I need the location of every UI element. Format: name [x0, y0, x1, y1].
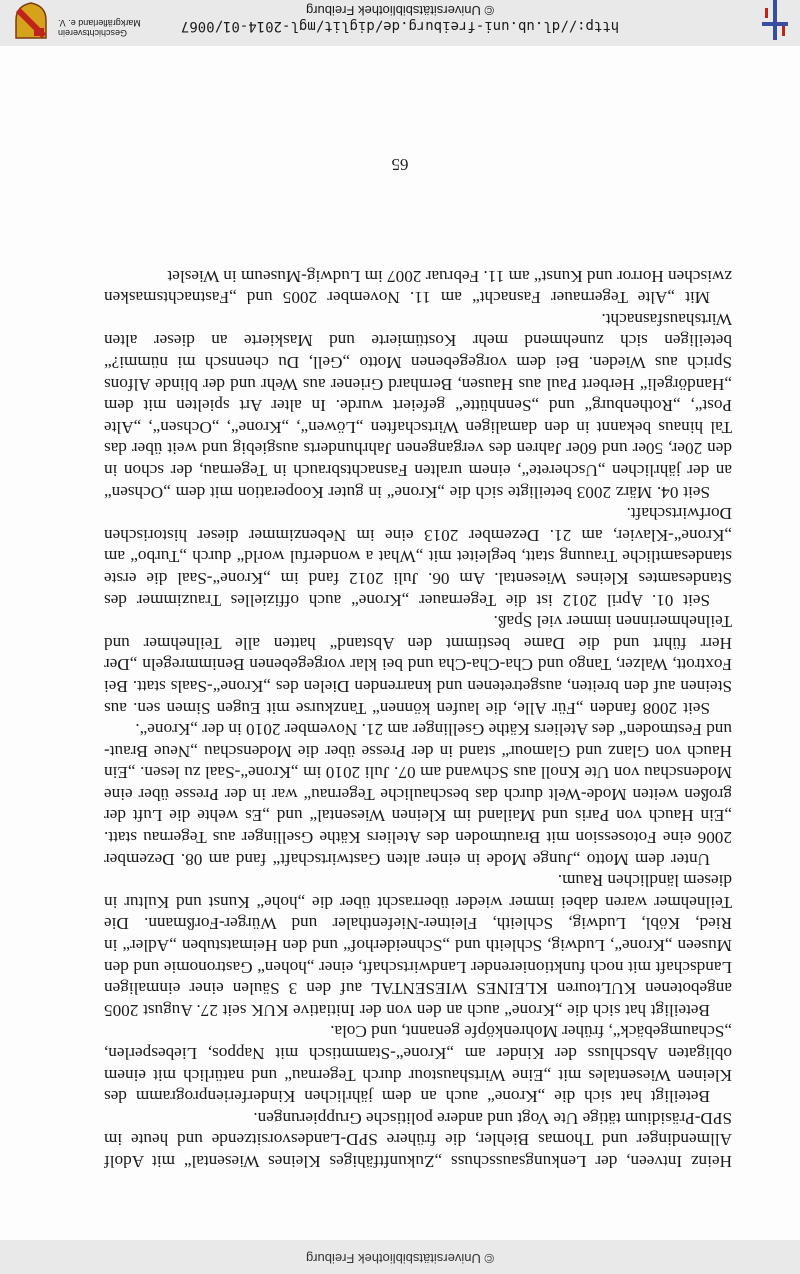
main-text [104, 265, 732, 1172]
paragraph-1: Heinz Intveen, der Lenkungsausschuss „Zukunftfähiges Kleines Wiesental“ mit Adolf Allmendinger und Thomas Biehler, die frühere SPD-Landesvorsitzende und heute im SPD-Präsidium tätige Ute Vogt und andere politische Gruppierungen. [104, 1108, 732, 1171]
university-library-logo-icon [762, 0, 788, 40]
paragraph-2: Beteiligt hat sich die „Krone“ auch an dem jährlichen Kinderferienprogramm des Kleinen Wiesentales mit „Eine Wirtshaustour durch Tegernau“ und natürlich mit einem obligaten Abschluss der Kinder am „Krone“-Stammtisch mit Nappos, Liebesperlen, „Schaumgebäck“, früher Mohrenköpfe genannt, und Cola. [104, 1022, 732, 1107]
society-label-line-2: Markgräflerland e. V. [58, 18, 141, 28]
society-label-line-1: Geschichtsverein [58, 28, 128, 38]
page-url[interactable]: http://dl.ub.uni-freiburg.de/diglit/mgl-2014-01/0067 [180, 18, 620, 34]
paragraph-3: Beteiligt hat sich die „Krone“ auch an den von der Initiative KUK seit 27. August 2005 angebotenen KULtouren KLEINES WIESENTAL auf den 3 Säulen einer einmaligen Landschaft mit noch funktionierender Landwirtschaft, einer „hohen“ Gastronomie und den Museen „Krone“, Ludwig, Schleith und „Schneiderhof“ und den Heimatstuben „Adler“ in Ried, Köbl, Ludwig, Schleith, Fleitner-Niefenthaler und Würger-Forßmann. Die Teilnehmer waren dabei immer wieder überrascht über die „hohe“ Kunst und Kultur in diesem ländlichen Raum. [104, 871, 732, 1020]
society-label [58, 18, 168, 38]
page-number: 65 [391, 155, 409, 174]
paragraph-6: Seit 01. April 2012 ist die Tegernauer „Krone“ auch offizielles Trauzimmer des Standesamtes Kleines Wiesental. Am 06. Juli 2012 fand im „Krone“-Saal die erste standesamtliche Trauung statt, begleitet mit „What a wonderful world“ durch „Turbo“ am „Krone“-Klavier, am 21. Dezember 2013 eine im Nebenzimmer dieser historischen Dorfwirtschaft. [104, 504, 732, 610]
paragraph-4: Unter dem Motto „Junge Mode in einer alten Gastwirtschaft“ fand am 08. Dezember 2006 eine Fotosession mit Brautmoden des Ateliers Käthe Gsellinger aus Tegernau statt. „Ein Hauch von Paris und Mailand im Kleinen Wiesental“ und „Es wehte die Luft der großen weiten Mode-Welt durch das beschauliche Tegernau“ war in der Presse über eine Modenschau von Ute Knoll aus Schwand am 07. Juli 2010 im „Krone“-Saal zu lesen. „Ein Hauch von Glanz und Glamour“ stand in der Presse über die Modenschau „Neue Braut- und Festmoden“ des Ateliers Käthe Gsellinger am 21. November 2010 in der „Krone“. [104, 720, 732, 869]
coat-of-arms-icon [14, 2, 48, 40]
paragraph-8: Mit „Alte Tegernauer Fasnacht“ am 11. November 2005 und „Fastnachtsmasken zwischen Horror und Kunst“ am 11. Februar 2007 im Ludwig-Museum in Wieslet [104, 266, 732, 308]
paragraph-7: Seit 04. März 2003 beteiligte sich die „Krone“ in guter Kooperation mit dem „Ochsen“ an der jährlichen „Uscherete“, einem uralten Fasnachtsbrauch in Tegernau, der schon in den 20er, 50er und 60er Jahren des vergangenen Jahrhunderts ausgiebig und weit über das Tal hinaus bekannt in den damaligen Wirtschaften „Löwen“, „Krone“, „Ochsen“, „Alte Post“, „Rothenburg“ und „Sennhütte“ gefeiert wurde. In alter Art spielten mit dem „Handörgeli“ Herbert Paul aus Hausen, Bernhard Griener aus Wehr und der blinde Alfons Sprich aus Wieden. Bei dem vorgegebenen Motto „Gell, Du chennsch mi nümmi?“ beteiligen sich zunehmend mehr Kostümierte und Maskierte an dieser alten Wirtshausfasnacht. [104, 309, 732, 502]
copyright-line: © Universitätsbibliothek Freiburg [305, 3, 495, 18]
footer-fragment: © Universitätsbibliothek Freiburg [305, 1251, 495, 1266]
paragraph-5: Seit 2008 fanden „Für Alle, die laufen können“ Tanzkurse mit Eugen Simen sen. aus Steinen auf den breiten, ausgetretenen und knarrenden Dielen des „Krone“-Saals statt. Bei Foxtrott, Walzer, Tango und Cha-Cha-Cha und bei klar vorgegebenen Benimmregeln „Der Herr führt und die Dame bestimmt den Abstand“ hatten alle Teilnehmer und Teilnehmerinnen immer viel Spaß. [104, 612, 732, 718]
